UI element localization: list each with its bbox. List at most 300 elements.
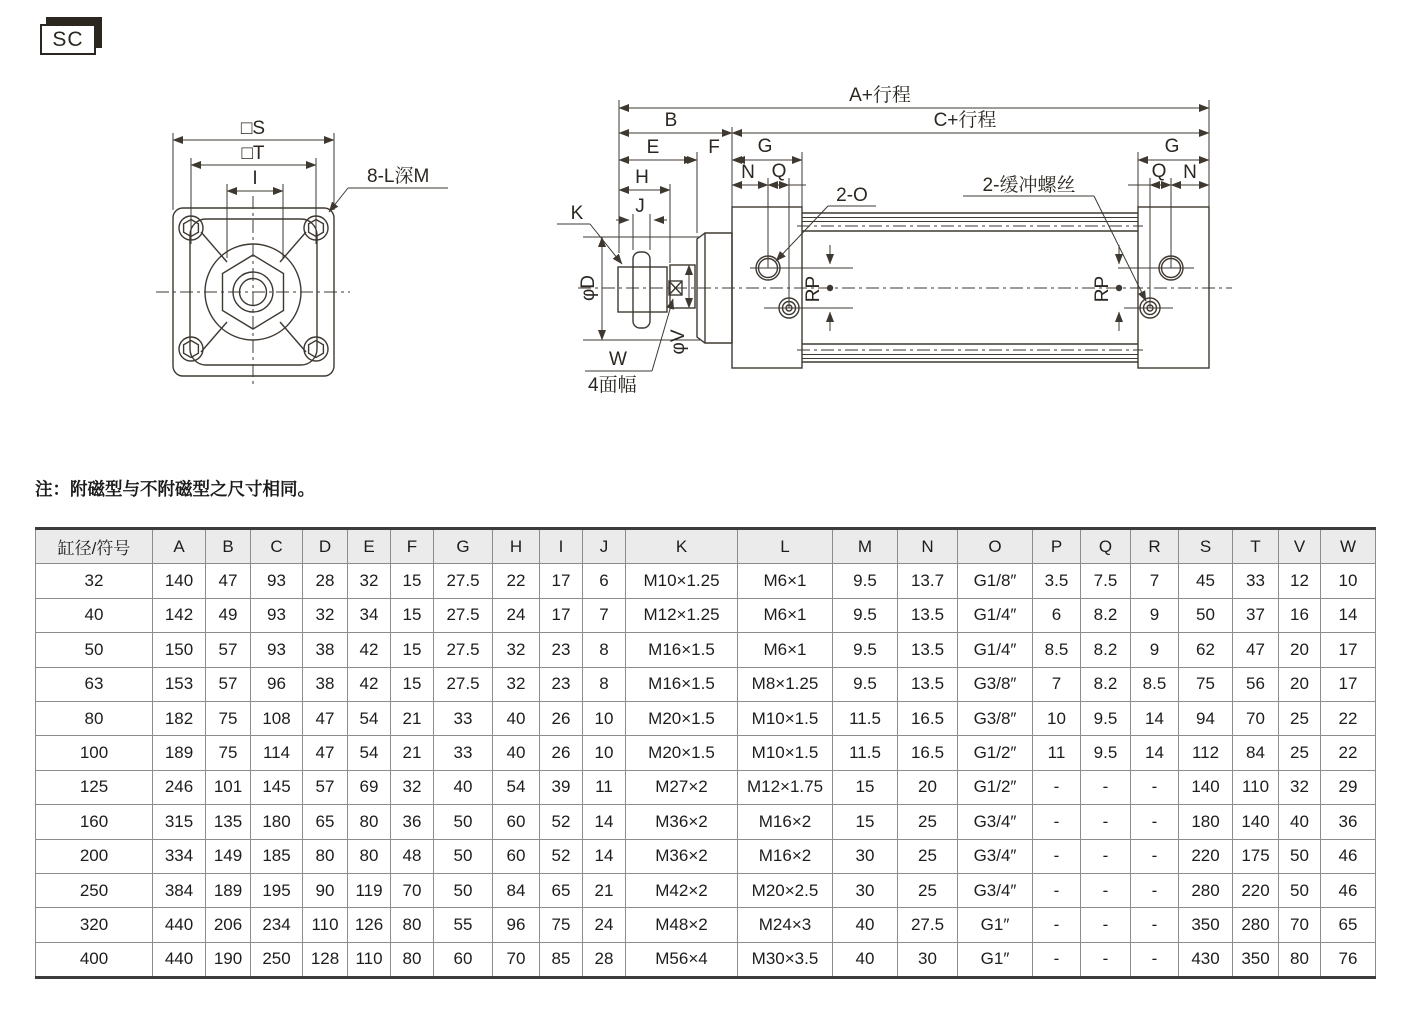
dim-label-h: H — [635, 167, 649, 188]
dimension-value-cell: 47 — [303, 701, 348, 735]
dimension-value-cell: 9 — [1131, 633, 1179, 667]
bore-size-cell: 80 — [36, 701, 153, 735]
column-header: D — [303, 529, 348, 564]
dimension-value-cell: 110 — [303, 908, 348, 942]
dimension-value-cell: 182 — [153, 701, 206, 735]
dimension-value-cell: 33 — [434, 701, 493, 735]
dimension-value-cell: 11.5 — [833, 736, 898, 770]
dim-label-n-left: N — [741, 162, 755, 183]
table-row — [36, 908, 1376, 942]
dimension-value-cell: 8.2 — [1081, 598, 1131, 632]
dimension-value-cell: - — [1033, 942, 1081, 977]
bore-size-cell: 400 — [36, 942, 153, 977]
dimension-value-cell: 101 — [206, 770, 251, 804]
dimension-value-cell: 57 — [303, 770, 348, 804]
table-head — [36, 529, 1376, 564]
dimension-value-cell: 234 — [251, 908, 303, 942]
table-body — [36, 564, 1376, 978]
front-view — [156, 118, 448, 388]
dimension-value-cell: 80 — [303, 839, 348, 873]
dimension-value-cell: 15 — [391, 598, 434, 632]
dimension-value-cell: 54 — [493, 770, 540, 804]
table-row — [36, 805, 1376, 839]
table-row — [36, 770, 1376, 804]
dimension-value-cell: 54 — [348, 701, 391, 735]
column-header: P — [1033, 529, 1081, 564]
dimension-value-cell: G1/2″ — [958, 736, 1033, 770]
dimension-value-cell: - — [1081, 908, 1131, 942]
dimension-value-cell: 17 — [1321, 633, 1376, 667]
bore-size-cell: 320 — [36, 908, 153, 942]
bore-size-cell: 200 — [36, 839, 153, 873]
dimension-value-cell: 15 — [833, 770, 898, 804]
column-header: R — [1131, 529, 1179, 564]
column-header: G — [434, 529, 493, 564]
column-header: 缸径/符号 — [36, 529, 153, 564]
dimension-value-cell: 42 — [348, 667, 391, 701]
dimension-value-cell: 60 — [493, 805, 540, 839]
dimension-value-cell: 9 — [1131, 598, 1179, 632]
dimension-value-cell: 38 — [303, 633, 348, 667]
side-view — [557, 84, 1232, 396]
dimension-value-cell: 52 — [540, 839, 583, 873]
dimension-value-cell: 60 — [434, 942, 493, 977]
dimension-value-cell: 54 — [348, 736, 391, 770]
dimension-value-cell: - — [1081, 873, 1131, 907]
dimension-value-cell: 24 — [493, 598, 540, 632]
dim-label-q-right: Q — [1151, 161, 1167, 182]
dimension-value-cell: 13.7 — [898, 564, 958, 598]
technical-drawing — [0, 0, 1410, 470]
dimension-value-cell: 119 — [348, 873, 391, 907]
dimension-value-cell: 189 — [153, 736, 206, 770]
dimension-value-cell: 62 — [1179, 633, 1233, 667]
dimension-value-cell: 55 — [434, 908, 493, 942]
dimension-value-cell: 334 — [153, 839, 206, 873]
cushion-screw-label: 2-缓冲螺丝 — [982, 175, 1076, 196]
dimension-value-cell: 8.5 — [1131, 667, 1179, 701]
dimension-value-cell: 76 — [1321, 942, 1376, 977]
dim-label-j: J — [635, 196, 645, 217]
dimension-value-cell: 40 — [1279, 805, 1321, 839]
dimension-value-cell: 50 — [1279, 839, 1321, 873]
series-tag: SC — [40, 24, 96, 55]
dimension-value-cell: 52 — [540, 805, 583, 839]
dimension-value-cell: 38 — [303, 667, 348, 701]
dim-label-n-right: N — [1183, 162, 1197, 183]
dimension-value-cell: 46 — [1321, 873, 1376, 907]
dimension-value-cell: 149 — [206, 839, 251, 873]
dimension-value-cell: 153 — [153, 667, 206, 701]
dimension-value-cell: 7.5 — [1081, 564, 1131, 598]
dimension-value-cell: 17 — [1321, 667, 1376, 701]
dimension-value-cell: 29 — [1321, 770, 1376, 804]
dimension-value-cell: 114 — [251, 736, 303, 770]
dimension-value-cell: 49 — [206, 598, 251, 632]
dimension-value-cell: 26 — [540, 736, 583, 770]
dimension-value-cell: 6 — [1033, 598, 1081, 632]
dimension-value-cell: 32 — [1279, 770, 1321, 804]
dimension-value-cell: 16 — [1279, 598, 1321, 632]
dim-label-e: E — [646, 137, 660, 158]
dimension-value-cell: 96 — [251, 667, 303, 701]
dimension-value-cell: 24 — [583, 908, 626, 942]
dimension-value-cell: 8.2 — [1081, 667, 1131, 701]
dimension-value-cell: G1/2″ — [958, 770, 1033, 804]
dimension-value-cell: 10 — [583, 701, 626, 735]
dimension-value-cell: 26 — [540, 701, 583, 735]
dimension-value-cell: 14 — [1131, 736, 1179, 770]
dimension-value-cell: 185 — [251, 839, 303, 873]
dimension-value-cell: 69 — [348, 770, 391, 804]
dimension-value-cell: 94 — [1179, 701, 1233, 735]
dimension-value-cell: 350 — [1179, 908, 1233, 942]
bore-size-cell: 32 — [36, 564, 153, 598]
dimension-value-cell: M10×1.25 — [626, 564, 738, 598]
dimension-value-cell: - — [1131, 805, 1179, 839]
dimension-value-cell: 85 — [540, 942, 583, 977]
dim-label-phi-d: φD — [578, 274, 599, 302]
dimension-value-cell: 23 — [540, 667, 583, 701]
dimension-value-cell: 9.5 — [833, 667, 898, 701]
dimension-value-cell: 23 — [540, 633, 583, 667]
table-row — [36, 598, 1376, 632]
dimension-value-cell: 47 — [303, 736, 348, 770]
dimension-value-cell: 180 — [1179, 805, 1233, 839]
dimension-value-cell: 315 — [153, 805, 206, 839]
dimension-value-cell: 280 — [1179, 873, 1233, 907]
dimension-value-cell: 140 — [1179, 770, 1233, 804]
dimension-value-cell: 20 — [1279, 633, 1321, 667]
dimension-value-cell: 140 — [1233, 805, 1279, 839]
column-header: K — [626, 529, 738, 564]
dimension-value-cell: G3/4″ — [958, 873, 1033, 907]
dimension-value-cell: 36 — [391, 805, 434, 839]
dimension-value-cell: 22 — [1321, 736, 1376, 770]
dimension-value-cell: 280 — [1233, 908, 1279, 942]
dimension-value-cell: 9.5 — [1081, 736, 1131, 770]
dimension-value-cell: M42×2 — [626, 873, 738, 907]
column-header: E — [348, 529, 391, 564]
dimension-value-cell: 14 — [583, 839, 626, 873]
wrench-flat-note: 4面幅 — [588, 375, 637, 396]
dimension-value-cell: 8 — [583, 633, 626, 667]
dimension-value-cell: - — [1081, 942, 1131, 977]
dimension-value-cell: M8×1.25 — [738, 667, 833, 701]
dimension-value-cell: G1/8″ — [958, 564, 1033, 598]
dimension-value-cell: G3/8″ — [958, 701, 1033, 735]
dim-label-b: B — [664, 110, 678, 131]
dim-label-w: W — [609, 349, 627, 370]
dimension-value-cell: 112 — [1179, 736, 1233, 770]
column-header: B — [206, 529, 251, 564]
dim-label-g-left: G — [757, 136, 773, 157]
dimension-value-cell: 15 — [391, 633, 434, 667]
column-header: L — [738, 529, 833, 564]
dimension-value-cell: 32 — [391, 770, 434, 804]
port-count-label: 2-O — [836, 185, 868, 206]
dimension-value-cell: 22 — [1321, 701, 1376, 735]
dim-label-i: I — [252, 168, 258, 189]
dimension-value-cell: G3/8″ — [958, 667, 1033, 701]
dimension-value-cell: 17 — [540, 598, 583, 632]
dim-label-rp-right: RP — [1092, 275, 1113, 303]
dim-label-rp-left: RP — [803, 275, 824, 303]
dimension-value-cell: 9.5 — [833, 633, 898, 667]
dimension-value-cell: 40 — [833, 942, 898, 977]
dimension-value-cell: 8.5 — [1033, 633, 1081, 667]
dimension-value-cell: - — [1033, 873, 1081, 907]
column-header: N — [898, 529, 958, 564]
dimension-value-cell: M30×3.5 — [738, 942, 833, 977]
bore-size-cell: 160 — [36, 805, 153, 839]
dimension-value-cell: M56×4 — [626, 942, 738, 977]
table-row — [36, 701, 1376, 735]
dimension-value-cell: 70 — [391, 873, 434, 907]
dimension-value-cell: 80 — [391, 908, 434, 942]
dimension-table — [35, 527, 1376, 979]
dimension-value-cell: 440 — [153, 942, 206, 977]
column-header: H — [493, 529, 540, 564]
dimension-value-cell: 13.5 — [898, 598, 958, 632]
dimension-value-cell: 189 — [206, 873, 251, 907]
dimension-value-cell: M10×1.5 — [738, 701, 833, 735]
dimension-value-cell: 180 — [251, 805, 303, 839]
dimension-value-cell: 27.5 — [434, 633, 493, 667]
dimension-value-cell: 22 — [493, 564, 540, 598]
bore-size-cell: 125 — [36, 770, 153, 804]
magnet-note: 注：附磁型与不附磁型之尺寸相同。 — [35, 479, 315, 499]
dimension-value-cell: 7 — [1131, 564, 1179, 598]
dimension-value-cell: G3/4″ — [958, 839, 1033, 873]
table-row — [36, 633, 1376, 667]
dim-label-c-stroke: C+行程 — [933, 110, 997, 131]
dimension-value-cell: 37 — [1233, 598, 1279, 632]
dimension-value-cell: 32 — [493, 667, 540, 701]
dimension-value-cell: 430 — [1179, 942, 1233, 977]
dimension-value-cell: M16×1.5 — [626, 633, 738, 667]
dimension-value-cell: 140 — [153, 564, 206, 598]
dimension-value-cell: 110 — [1233, 770, 1279, 804]
dimension-value-cell: M24×3 — [738, 908, 833, 942]
dimension-value-cell: 206 — [206, 908, 251, 942]
dimension-value-cell: 33 — [434, 736, 493, 770]
bore-size-cell: 40 — [36, 598, 153, 632]
dimension-value-cell: 128 — [303, 942, 348, 977]
dim-label-f: F — [708, 137, 720, 158]
dimension-value-cell: 8 — [583, 667, 626, 701]
column-header: W — [1321, 529, 1376, 564]
dimension-value-cell: 27.5 — [434, 598, 493, 632]
table-row — [36, 736, 1376, 770]
dimension-value-cell: 32 — [303, 598, 348, 632]
dimension-value-cell: 14 — [1321, 598, 1376, 632]
dimension-value-cell: 75 — [206, 736, 251, 770]
column-header: V — [1279, 529, 1321, 564]
column-header: O — [958, 529, 1033, 564]
dimension-value-cell: 11.5 — [833, 701, 898, 735]
dimension-value-cell: 15 — [391, 564, 434, 598]
dimension-value-cell: 250 — [251, 942, 303, 977]
dimension-value-cell: 50 — [1179, 598, 1233, 632]
dimension-value-cell: - — [1131, 873, 1179, 907]
dimension-value-cell: 10 — [1321, 564, 1376, 598]
dimension-value-cell: - — [1033, 839, 1081, 873]
dim-label-square-s: □S — [240, 118, 266, 139]
dimension-value-cell: 28 — [303, 564, 348, 598]
dimension-value-cell: - — [1131, 942, 1179, 977]
table-row — [36, 564, 1376, 598]
dimension-value-cell: 70 — [493, 942, 540, 977]
dimension-value-cell: G3/4″ — [958, 805, 1033, 839]
dimension-value-cell: 10 — [1033, 701, 1081, 735]
dimension-value-cell: - — [1131, 908, 1179, 942]
column-header: T — [1233, 529, 1279, 564]
dimension-value-cell: - — [1131, 770, 1179, 804]
dimension-value-cell: 12 — [1279, 564, 1321, 598]
dim-label-g-right: G — [1164, 136, 1180, 157]
dimension-value-cell: 17 — [540, 564, 583, 598]
dimension-value-cell: 126 — [348, 908, 391, 942]
dimension-value-cell: M10×1.5 — [738, 736, 833, 770]
dimension-value-cell: 84 — [1233, 736, 1279, 770]
dimension-value-cell: 75 — [1179, 667, 1233, 701]
dimension-value-cell: 7 — [583, 598, 626, 632]
dimension-value-cell: 65 — [1321, 908, 1376, 942]
bore-size-cell: 63 — [36, 667, 153, 701]
dimension-value-cell: 50 — [1279, 873, 1321, 907]
dimension-value-cell: 16.5 — [898, 701, 958, 735]
dimension-value-cell: 25 — [898, 805, 958, 839]
dimension-value-cell: 48 — [391, 839, 434, 873]
dimension-value-cell: M6×1 — [738, 564, 833, 598]
dimension-value-cell: 80 — [348, 805, 391, 839]
column-header: I — [540, 529, 583, 564]
column-header: Q — [1081, 529, 1131, 564]
dimension-value-cell: M6×1 — [738, 598, 833, 632]
dimension-value-cell: 42 — [348, 633, 391, 667]
dimension-value-cell: 11 — [583, 770, 626, 804]
dimension-value-cell: 108 — [251, 701, 303, 735]
dimension-value-cell: 93 — [251, 598, 303, 632]
column-header: S — [1179, 529, 1233, 564]
dimension-value-cell: 21 — [391, 701, 434, 735]
dimension-value-cell: 175 — [1233, 839, 1279, 873]
dimension-value-cell: 30 — [833, 873, 898, 907]
dimension-value-cell: M16×2 — [738, 805, 833, 839]
dimension-value-cell: - — [1081, 805, 1131, 839]
dimension-value-cell: 220 — [1179, 839, 1233, 873]
dimension-value-cell: G1″ — [958, 942, 1033, 977]
dimension-value-cell: 9.5 — [833, 564, 898, 598]
dimension-value-cell: M36×2 — [626, 805, 738, 839]
dimension-value-cell: - — [1131, 839, 1179, 873]
dimension-value-cell: 150 — [153, 633, 206, 667]
dimension-value-cell: 20 — [1279, 667, 1321, 701]
dimension-value-cell: 32 — [348, 564, 391, 598]
dimension-value-cell: 57 — [206, 667, 251, 701]
dimension-value-cell: G1/4″ — [958, 633, 1033, 667]
dimension-value-cell: 28 — [583, 942, 626, 977]
dimension-value-cell: M6×1 — [738, 633, 833, 667]
dimension-value-cell: 40 — [493, 736, 540, 770]
dimension-value-cell: 190 — [206, 942, 251, 977]
dimension-value-cell: - — [1033, 908, 1081, 942]
dimension-value-cell: 21 — [583, 873, 626, 907]
dimension-value-cell: 70 — [1279, 908, 1321, 942]
dimension-value-cell: 65 — [303, 805, 348, 839]
dimension-value-cell: - — [1033, 805, 1081, 839]
dimension-value-cell: 14 — [583, 805, 626, 839]
dimension-value-cell: 93 — [251, 564, 303, 598]
dimension-value-cell: 25 — [1279, 736, 1321, 770]
dimension-value-cell: 27.5 — [898, 908, 958, 942]
bore-size-cell: 250 — [36, 873, 153, 907]
dimension-value-cell: 440 — [153, 908, 206, 942]
dimension-value-cell: 75 — [540, 908, 583, 942]
dimension-value-cell: M27×2 — [626, 770, 738, 804]
dimension-value-cell: 93 — [251, 633, 303, 667]
dimension-value-cell: M16×1.5 — [626, 667, 738, 701]
dimension-value-cell: 27.5 — [434, 564, 493, 598]
dimension-value-cell: 13.5 — [898, 667, 958, 701]
dimension-value-cell: 15 — [391, 667, 434, 701]
dimension-value-cell: 45 — [1179, 564, 1233, 598]
dimension-value-cell: M20×1.5 — [626, 701, 738, 735]
dimension-value-cell: 220 — [1233, 873, 1279, 907]
dimension-value-cell: 142 — [153, 598, 206, 632]
dimension-value-cell: M36×2 — [626, 839, 738, 873]
dimension-value-cell: 40 — [434, 770, 493, 804]
dimension-value-cell: 80 — [391, 942, 434, 977]
dimension-value-cell: 80 — [1279, 942, 1321, 977]
dimension-value-cell: M48×2 — [626, 908, 738, 942]
dimension-value-cell: 25 — [898, 873, 958, 907]
column-header: J — [583, 529, 626, 564]
dimension-value-cell: M20×2.5 — [738, 873, 833, 907]
dim-label-q-left: Q — [771, 161, 787, 182]
dim-label-phi-v: φV — [668, 329, 689, 355]
dimension-value-cell: 46 — [1321, 839, 1376, 873]
bolt-thread-note: 8-L深M — [367, 166, 430, 187]
dimension-value-cell: 65 — [540, 873, 583, 907]
dimension-value-cell: 75 — [206, 701, 251, 735]
table-row — [36, 942, 1376, 977]
dimension-value-cell: 40 — [493, 701, 540, 735]
dimension-value-cell: 135 — [206, 805, 251, 839]
dimension-value-cell: 47 — [206, 564, 251, 598]
dimension-value-cell: 10 — [583, 736, 626, 770]
dimension-value-cell: 80 — [348, 839, 391, 873]
dimension-value-cell: G1/4″ — [958, 598, 1033, 632]
dimension-value-cell: 47 — [1233, 633, 1279, 667]
dimension-value-cell: 84 — [493, 873, 540, 907]
dimension-value-cell: 30 — [898, 942, 958, 977]
dim-label-square-t: □T — [241, 143, 265, 164]
dimension-value-cell: 34 — [348, 598, 391, 632]
dimension-value-cell: 8.2 — [1081, 633, 1131, 667]
dimension-value-cell: 57 — [206, 633, 251, 667]
dimension-value-cell: 56 — [1233, 667, 1279, 701]
dimension-value-cell: 7 — [1033, 667, 1081, 701]
dim-label-k: K — [570, 203, 584, 224]
dimension-value-cell: M20×1.5 — [626, 736, 738, 770]
table-head-row — [36, 529, 1376, 564]
dimension-value-cell: 40 — [833, 908, 898, 942]
dimension-value-cell: 9.5 — [1081, 701, 1131, 735]
dimension-value-cell: 39 — [540, 770, 583, 804]
dimension-value-cell: 32 — [493, 633, 540, 667]
